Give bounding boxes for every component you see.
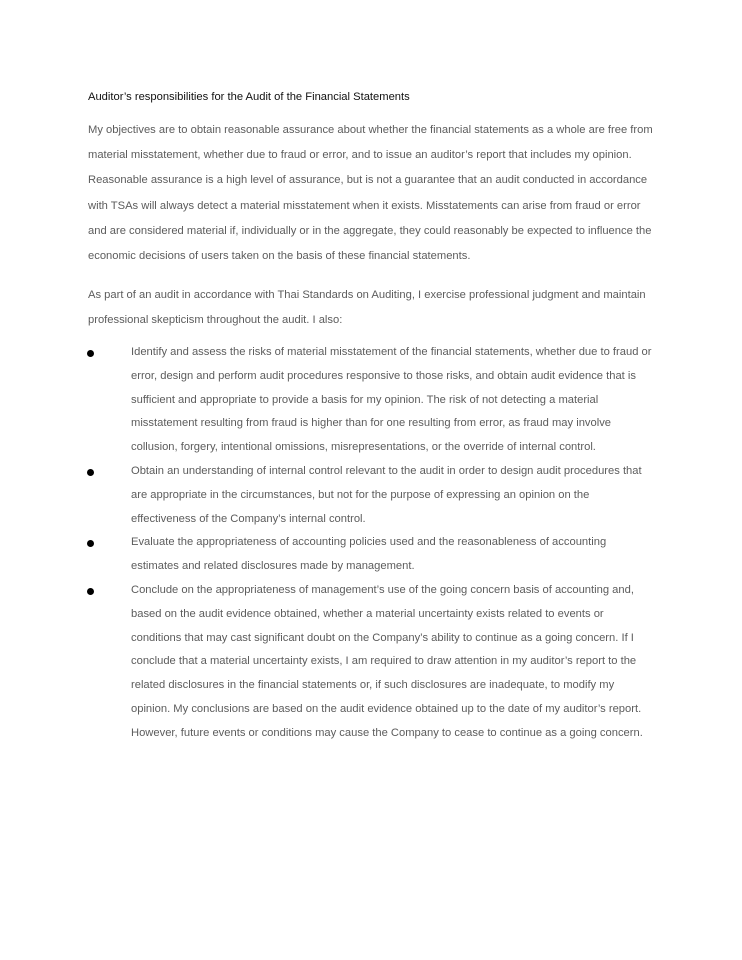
list-item xyxy=(0,531,742,579)
list-item xyxy=(0,341,742,460)
paragraph-objectives: My objectives are to obtain reasonable assurance about whether the financial statements as a whole are free from material misstatement, whether due to fraud or error, and to issue an auditor’s report that includes my opinion. Reasonable assurance is a high level of assurance, but is not a guarantee that an audit conducted in accordance with TSAs will always detect a material misstatement when it exists. Misstatements can arise from fraud or error and are considered material if, individually or in the aggregate, they could reasonably be expected to influence the economic decisions of users taken on the basis of these financial statements. xyxy=(88,124,653,263)
list-item xyxy=(0,579,742,746)
bullet-icon xyxy=(87,540,94,547)
list-item-text: Identify and assess the risks of material misstatement of the financial statements, whether due to fraud or error, design and perform audit procedures responsive to those risks, and obtain audit evidence that is sufficient and appropriate to provide a basis for my opinion. The risk of not detecting a material misstatement resulting from fraud is higher than for one resulting from error, as fraud may involve collusion, forgery, intentional omissions, misrepresentations, or the override of internal control. xyxy=(131,346,652,454)
section-heading: Auditor’s responsibilities for the Audit of the Financial Statements xyxy=(88,91,410,103)
list-item xyxy=(0,460,742,531)
bullet-icon xyxy=(87,350,94,357)
list-item-text: Evaluate the appropriateness of accounting policies used and the reasonableness of accounting estimates and related disclosures made by management. xyxy=(131,536,607,573)
bullet-icon xyxy=(87,588,94,595)
paragraph-audit-approach: As part of an audit in accordance with Thai Standards on Auditing, I exercise professional judgment and maintain professional skepticism throughout the audit. I also: xyxy=(88,289,646,327)
responsibilities-list xyxy=(0,341,742,746)
list-item-text: Obtain an understanding of internal control relevant to the audit in order to design audit procedures that are appropriate in the circumstances, but not for the purpose of expressing an opinion on the effectiveness of the Company’s internal control. xyxy=(131,464,642,525)
bullet-icon xyxy=(87,469,94,476)
list-item-text: Conclude on the appropriateness of management’s use of the going concern basis of accounting and, based on the audit evidence obtained, whether a material uncertainty exists related to events or conditions that may cast significant doubt on the Company’s ability to continue as a going concern. If I conclude that a material uncertainty exists, I am required to draw attention in my auditor’s report to the related disclosures in the financial statements or, if such disclosures are inadequate, to modify my opinion. My conclusions are based on the audit evidence obtained up to the date of my auditor’s report. However, future events or conditions may cause the Company to cease to continue as a going concern. xyxy=(131,583,643,739)
